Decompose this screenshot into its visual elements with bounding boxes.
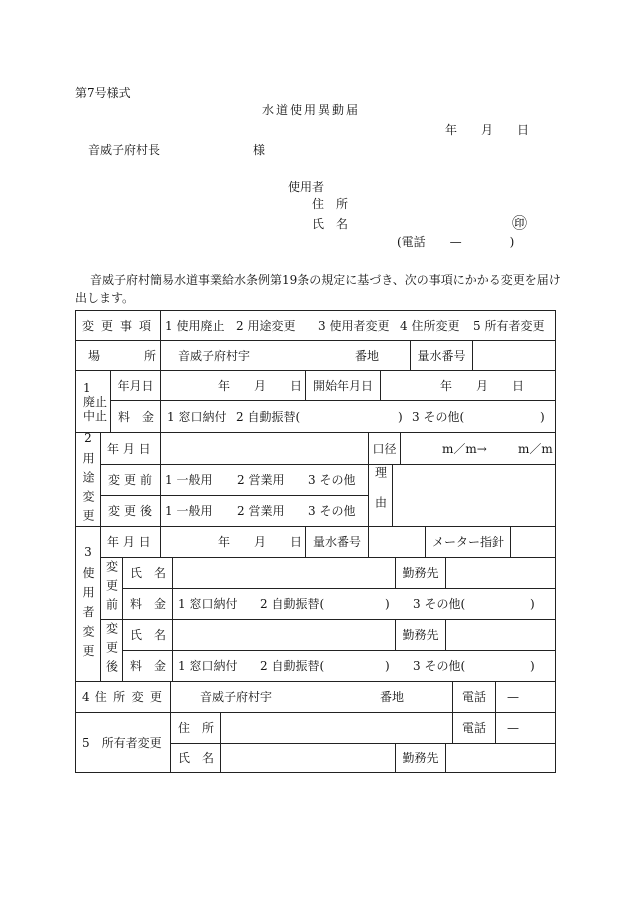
discontinue-date-label: 年月日 xyxy=(111,371,161,401)
usage-option-general: 1 一般用 xyxy=(165,473,213,487)
change-items-options xyxy=(161,311,556,341)
user-meter-number-field xyxy=(369,527,426,558)
location-lot: 番地 xyxy=(355,348,380,363)
usage-before-options xyxy=(161,465,369,496)
addressee: 音威子府村長 xyxy=(88,143,161,157)
applicant-address-label: 住 所 xyxy=(312,197,349,211)
fee-option-other-close: ) xyxy=(540,409,545,424)
user-after-name-field xyxy=(173,620,396,651)
page-title: 水道使用異動届 xyxy=(262,103,361,117)
section-1-line-2: 中止 xyxy=(83,408,108,423)
owner-workplace-label: 勤務先 xyxy=(396,744,446,773)
owner-change-label: 5 所有者変更 xyxy=(76,713,171,773)
address-change-phone-label: 電話 xyxy=(453,682,496,713)
form-number: 第7号様式 xyxy=(75,86,131,100)
fee-option-auto-transfer: 2 自動振替( xyxy=(260,597,325,611)
fee-option-other: 3 その他( xyxy=(413,597,466,611)
discontinue-fee-label: 料 金 xyxy=(111,401,161,433)
meter-reading-field xyxy=(511,527,556,558)
fee-option-auto-transfer: 2 自動振替( xyxy=(236,409,301,424)
owner-phone-value: — xyxy=(496,713,556,744)
owner-name-label: 氏 名 xyxy=(171,744,221,773)
applicant-heading: 使用者 xyxy=(288,180,325,194)
address-change-village: 音威子府村宇 xyxy=(200,690,273,704)
owner-address-field xyxy=(221,713,453,744)
fee-option-other: 3 その他( xyxy=(413,659,466,673)
address-change-cell xyxy=(171,682,453,713)
change-items-label: 変 更 事 項 xyxy=(76,311,161,341)
fee-option-auto-transfer-close: ) xyxy=(385,597,390,611)
user-date: 年 月 日 xyxy=(218,535,303,549)
user-before-name-field xyxy=(173,558,396,589)
location-address-cell xyxy=(161,341,411,371)
intro-line-2: 出します。 xyxy=(75,291,135,305)
location-label: 場 所 xyxy=(76,341,161,371)
meter-reading-label: メーター指針 xyxy=(426,527,511,558)
diameter-from: m／m→ xyxy=(442,441,487,456)
fee-option-other-close: ) xyxy=(530,659,535,673)
option-usage-change: 2 用途変更 xyxy=(236,318,296,333)
user-before-workplace-field xyxy=(446,558,556,589)
user-before-name-label: 氏 名 xyxy=(123,558,173,589)
address-change-label: 4 住 所 変 更 xyxy=(76,682,171,713)
intro-line-1: 音威子府村簡易水道事業給水条例第19条の規定に基づき、次の事項にかかる変更を届け xyxy=(90,273,561,287)
fee-option-counter: 1 窓口納付 xyxy=(178,597,238,611)
user-after-name-label: 氏 名 xyxy=(123,620,173,651)
discontinue-date: 年 月 日 xyxy=(218,378,303,393)
user-after-fee-label: 料 金 xyxy=(123,651,173,682)
seal-icon: ㊞ xyxy=(512,214,528,232)
fee-option-auto-transfer-close: ) xyxy=(385,659,390,673)
user-meter-number-label: 量水番号 xyxy=(306,527,369,558)
submission-date: 年 月 日 xyxy=(445,123,530,137)
section-2-label: 2用途変更 xyxy=(76,433,101,527)
option-owner-change: 5 所有者変更 xyxy=(473,318,545,333)
fee-option-counter: 1 窓口納付 xyxy=(167,409,227,424)
meter-number-field xyxy=(473,341,556,371)
discontinue-date-cell xyxy=(161,371,306,401)
user-date-label: 年 月 日 xyxy=(101,527,161,558)
start-date-label: 開始年月日 xyxy=(306,371,381,401)
owner-workplace-field xyxy=(446,744,556,773)
user-after-label: 変更後 xyxy=(101,620,123,682)
usage-after-options xyxy=(161,496,369,527)
usage-option-general: 1 一般用 xyxy=(165,504,213,518)
applicant-phone: (電話 — ) xyxy=(397,235,515,249)
usage-option-business: 2 営業用 xyxy=(237,504,285,518)
reason-field xyxy=(393,465,556,527)
form-table xyxy=(75,310,556,773)
option-address-change: 4 住所変更 xyxy=(400,318,460,333)
user-after-workplace-label: 勤務先 xyxy=(396,620,446,651)
section-3-label: 3使用者変更 xyxy=(76,527,101,682)
discontinue-fee-options xyxy=(161,401,556,433)
reason-label: 理由 xyxy=(369,465,393,527)
option-user-change: 3 使用者変更 xyxy=(318,318,390,333)
usage-option-other: 3 その他 xyxy=(308,473,356,487)
owner-phone-label: 電話 xyxy=(453,713,496,744)
usage-date-field xyxy=(161,433,369,465)
start-date: 年 月 日 xyxy=(440,378,525,393)
owner-address-label: 住 所 xyxy=(171,713,221,744)
start-date-cell xyxy=(381,371,556,401)
applicant-name-label: 氏 名 xyxy=(312,217,349,231)
address-change-phone-value: — xyxy=(496,682,556,713)
usage-before-label: 変 更 前 xyxy=(101,465,161,496)
address-change-lot: 番地 xyxy=(380,690,405,704)
section-1-label xyxy=(76,371,111,433)
fee-option-counter: 1 窓口納付 xyxy=(178,659,238,673)
fee-option-other-close: ) xyxy=(530,597,535,611)
diameter-to: m／m xyxy=(518,441,553,456)
owner-name-field xyxy=(221,744,396,773)
fee-option-auto-transfer: 2 自動振替( xyxy=(260,659,325,673)
user-date-cell xyxy=(161,527,306,558)
diameter-cell xyxy=(401,433,556,465)
user-before-workplace-label: 勤務先 xyxy=(396,558,446,589)
honorific: 様 xyxy=(253,143,266,157)
diameter-label: 口径 xyxy=(369,433,401,465)
user-before-fee-options xyxy=(173,589,556,620)
usage-option-other: 3 その他 xyxy=(308,504,356,518)
meter-number-label: 量水番号 xyxy=(411,341,473,371)
user-after-fee-options xyxy=(173,651,556,682)
usage-date-label: 年 月 日 xyxy=(101,433,161,465)
user-before-fee-label: 料 金 xyxy=(123,589,173,620)
section-1-line-1: 廃止 xyxy=(83,394,108,409)
user-before-label: 変更前 xyxy=(101,558,123,620)
fee-option-other: 3 その他( xyxy=(412,409,465,424)
fee-option-auto-transfer-close: ) xyxy=(398,409,403,424)
location-village: 音威子府村宇 xyxy=(178,348,251,363)
usage-after-label: 変 更 後 xyxy=(101,496,161,527)
option-discontinue: 1 使用廃止 xyxy=(165,318,225,333)
usage-option-business: 2 営業用 xyxy=(237,473,285,487)
user-after-workplace-field xyxy=(446,620,556,651)
section-1-number: 1 xyxy=(83,380,91,395)
